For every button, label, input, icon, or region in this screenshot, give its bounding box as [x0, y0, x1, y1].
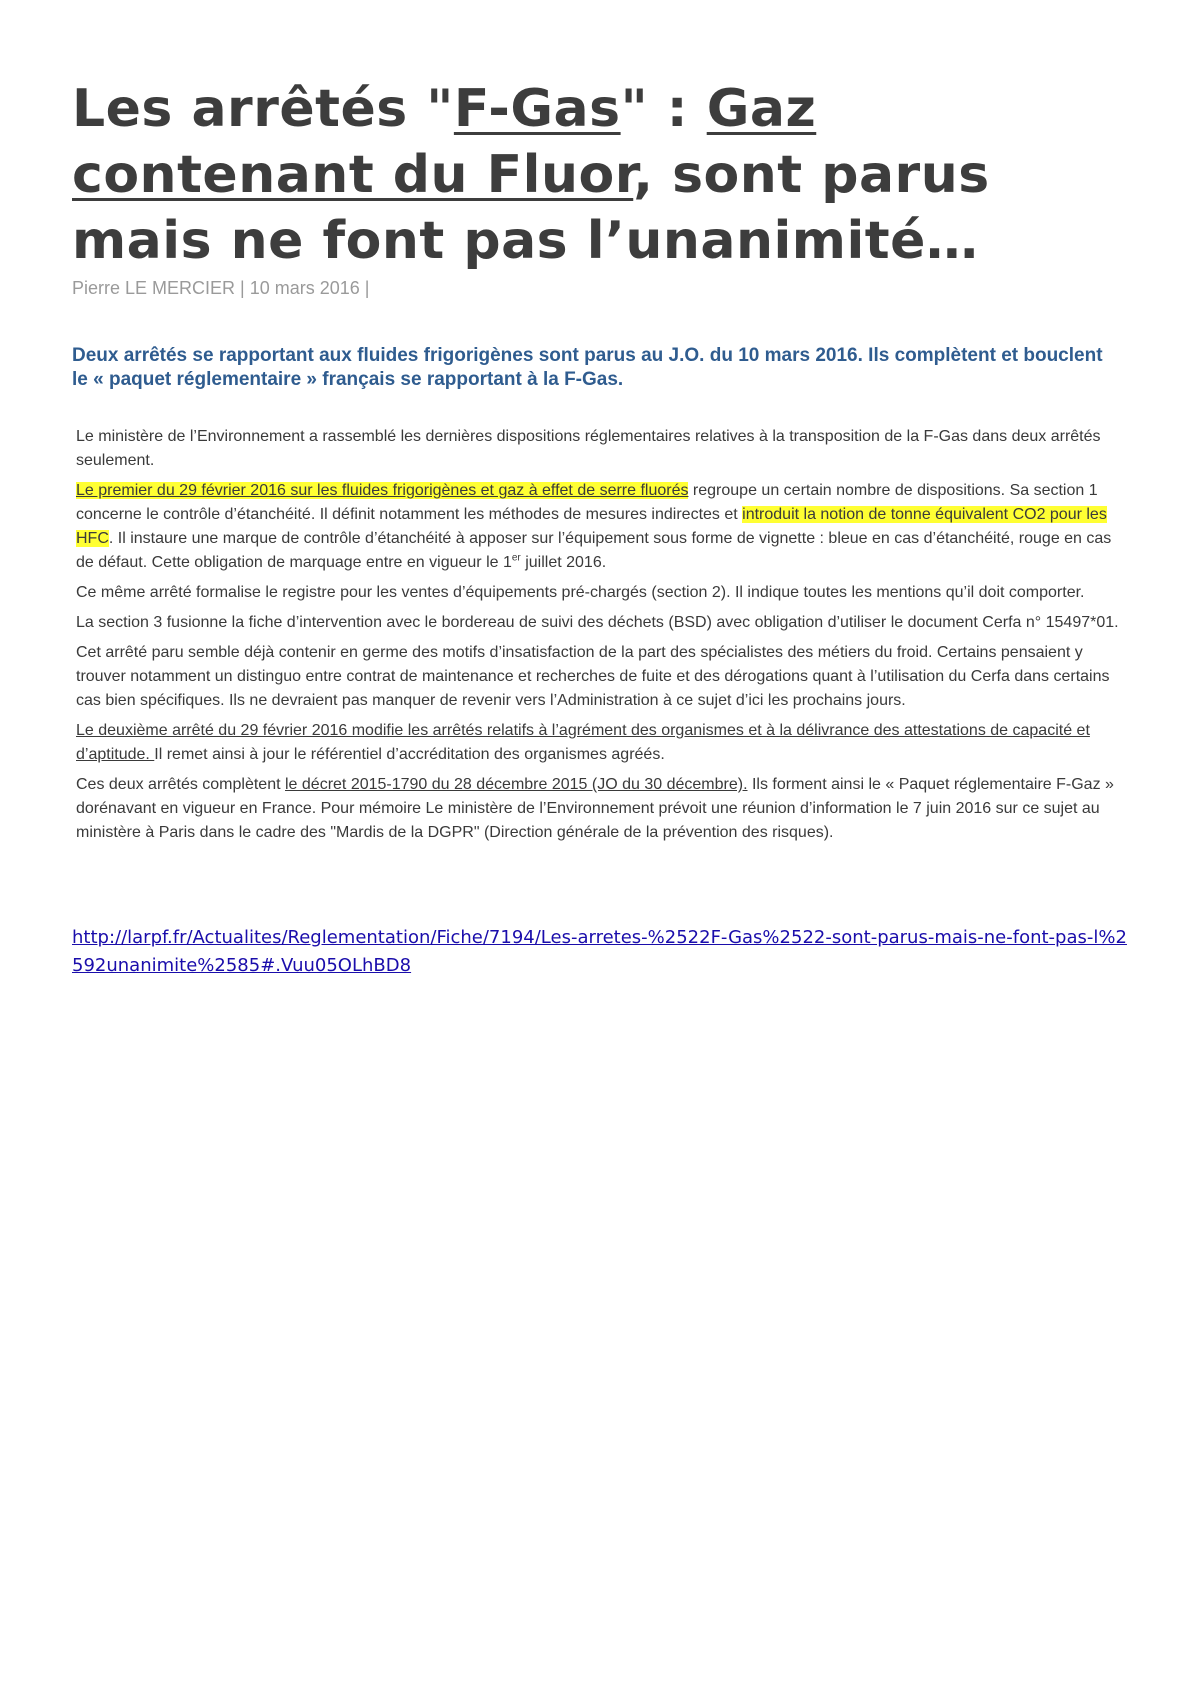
paragraph-2-text-1: regroupe un certain nombre de dispositions. Sa section 1 concerne le contrôle d’étanchéité. Il définit notamment les méthodes de mesures indirectes et — [76, 482, 1098, 523]
paragraph-2-text-3: juillet 2016. — [520, 554, 607, 571]
paragraph-3: Ce même arrêté formalise le registre pour les ventes d’équipements pré-chargés (section 2). Il indique toutes les mentions qu’il doit comporter. — [76, 584, 1085, 601]
paragraph-7 — [76, 773, 1122, 845]
superscript-er: er — [511, 552, 521, 564]
paragraph-7-text-2: Ils forment ainsi le « Paquet réglementaire F-Gaz » dorénavant en vigueur en France. Pour mémoire Le ministère de l’Environnement prévoit une réunion d’information le 7 juin 2016 sur ce sujet au ministère à Paris dans le cadre des "Mardis de la DGPR" (Direction générale de la prévention des risques). — [76, 776, 1114, 841]
link-deuxieme-arrete[interactable]: Le deuxième arrêté du 29 février 2016 modifie les arrêtés relatifs à l’agrément des organismes et à la délivrance des attestations de capacité et d’aptitude. — [76, 722, 1090, 763]
title-text-pre: Les arrêtés " — [72, 79, 454, 139]
paragraph-5: Cet arrêté paru semble déjà contenir en germe des motifs d’insatisfaction de la part des spécialistes des métiers du froid. Certains pensaient y trouver notamment un distinguo entre contrat de maintenance et recherches de fuite et des dérogations quant à l’utilisation du Cerfa dans certains cas bien spécifiques. Ils ne devraient pas manquer de revenir vers l’Administration à ce sujet d’ici les prochains jours. — [76, 644, 1110, 709]
paragraph-6 — [76, 719, 1122, 767]
paragraph-1: Le ministère de l’Environnement a rassemblé les dernières dispositions réglementaires relatives à la transposition de la F-Gas dans deux arrêtés seulement. — [76, 428, 1101, 469]
lead-paragraph: Deux arrêtés se rapportant aux fluides frigorigènes sont parus au J.O. du 10 mars 2016. Ils complètent et bouclent le « paquet réglementaire » français se rapportant à la F-Gas. — [72, 345, 1103, 390]
title-link-gaz-fluor[interactable]: Gaz contenant du Fluor — [72, 79, 817, 205]
paragraph-2 — [76, 479, 1122, 575]
paragraph-2-text-2: . Il instaure une marque de contrôle d’étanchéité à apposer sur l’équipement sous forme de vignette : bleue en cas d’étanchéité, rouge en cas de défaut. Cette obligation de marquage entre en vigueur le 1 — [76, 530, 1112, 571]
article-title — [72, 76, 1132, 274]
title-text-mid: " : — [620, 79, 707, 139]
highlight-link-premier-arrete[interactable]: Le premier du 29 février 2016 sur les fluides frigorigènes et gaz à effet de serre fluorés — [76, 482, 689, 499]
paragraph-4: La section 3 fusionne la fiche d’intervention avec le bordereau de suivi des déchets (BSD) avec obligation d’utiliser le document Cerfa n° 15497*01. — [76, 614, 1119, 631]
byline: Pierre LE MERCIER | 10 mars 2016 | — [72, 278, 370, 298]
highlight-tonne-co2: introduit la notion de tonne équivalent CO2 pour les HFC — [76, 506, 1107, 547]
article-body — [76, 425, 1122, 851]
title-link-fgas[interactable]: F-Gas — [453, 79, 621, 139]
paragraph-6-text: Il remet ainsi à jour le référentiel d’accréditation des organismes agréés. — [154, 746, 665, 763]
paragraph-7-text-1: Ces deux arrêtés complètent — [76, 776, 285, 793]
title-text-post: , sont parus mais ne font pas l’unanimité… — [72, 145, 990, 271]
link-decret-2015-1790[interactable]: le décret 2015-1790 du 28 décembre 2015 (JO du 30 décembre). — [285, 776, 748, 793]
source-url-link[interactable]: http://larpf.fr/Actualites/Reglementation/Fiche/7194/Les-arretes-%2522F-Gas%2522-sont-parus-mais-ne-font-pas-l%2592unanimite%2585#.Vuu05OLhBD8 — [72, 927, 1127, 976]
